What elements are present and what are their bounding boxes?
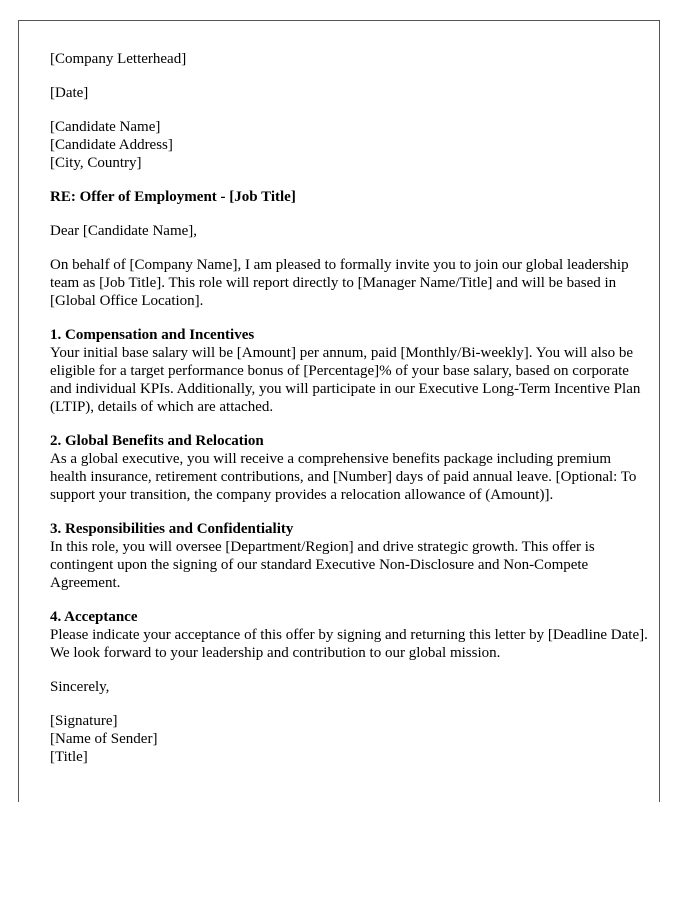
section-body: As a global executive, you will receive a comprehensive benefits package including premium health insurance, retirement contributions, and [Number] days of paid annual leave. [Optional: To support your transition, the company provides a relocation allowance of (Amount)]. [50, 451, 637, 503]
letter-page [18, 20, 660, 802]
subject-line [50, 188, 650, 206]
section-responsibilities [50, 520, 650, 592]
recipient-address: [Candidate Address] [50, 137, 173, 153]
salutation [50, 222, 650, 240]
letterhead [50, 50, 650, 68]
letter-content [50, 50, 650, 782]
section-compensation [50, 326, 650, 416]
section-body: Your initial base salary will be [Amount] per annum, paid [Monthly/Bi-weekly]. You will also be eligible for a target performance bonus of [Percentage]% of your base salary, based on corporate and individual KPIs. Additionally, you will participate in our Executive Long-Term Incentive Plan (LTIP), details of which are attached. [50, 345, 641, 415]
section-heading: 2. Global Benefits and Relocation [50, 433, 264, 449]
recipient-name: [Candidate Name] [50, 119, 161, 135]
section-body: Please indicate your acceptance of this offer by signing and returning this letter by [Deadline Date]. We look forward to your leadership and contribution to our global mission. [50, 627, 648, 661]
section-heading: 4. Acceptance [50, 609, 138, 625]
sender-name: [Name of Sender] [50, 731, 158, 747]
section-body: In this role, you will oversee [Department/Region] and drive strategic growth. This offer is contingent upon the signing of our standard Executive Non-Disclosure and Non-Compete Agreement. [50, 539, 595, 591]
sender-title: [Title] [50, 749, 88, 765]
section-benefits [50, 432, 650, 504]
recipient-address-block [50, 118, 650, 172]
section-heading: 1. Compensation and Incentives [50, 327, 255, 343]
closing [50, 678, 650, 696]
closing-text: Sincerely, [50, 679, 110, 695]
signature-block [50, 712, 650, 766]
intro-paragraph [50, 256, 650, 310]
letter-date [50, 84, 650, 102]
signature-placeholder: [Signature] [50, 713, 118, 729]
intro-text: On behalf of [Company Name], I am pleased to formally invite you to join our global leadership team as [Job Title]. This role will report directly to [Manager Name/Title] and will be based in [Global Office Location]. [50, 257, 629, 309]
section-acceptance [50, 608, 650, 662]
salutation-text: Dear [Candidate Name], [50, 223, 198, 239]
subject-text: RE: Offer of Employment - [Job Title] [50, 189, 296, 205]
recipient-city-country: [City, Country] [50, 155, 142, 171]
letterhead-text: [Company Letterhead] [50, 51, 187, 67]
date-text: [Date] [50, 85, 89, 101]
section-heading: 3. Responsibilities and Confidentiality [50, 521, 294, 537]
